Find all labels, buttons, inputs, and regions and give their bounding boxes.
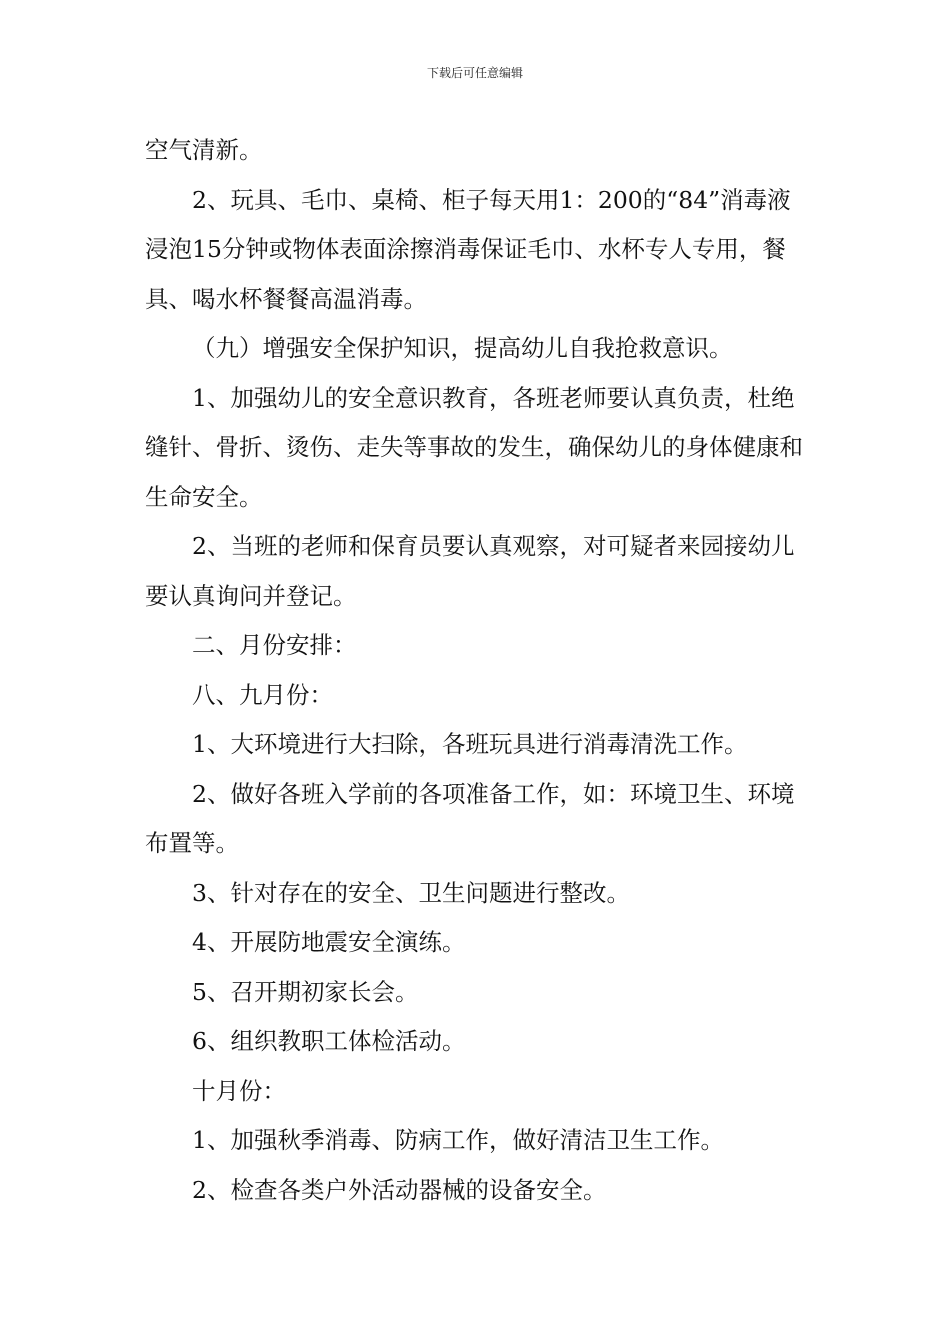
paragraph-16: 2、检查各类户外活动器械的设备安全。 — [192, 1175, 607, 1204]
paragraph-3: （九）增强安全保护知识，提高幼儿自我抢救意识。 — [192, 334, 733, 362]
paragraph-15: 1、加强秋季消毒、防病工作，做好清洁卫生工作。 — [192, 1126, 724, 1154]
paragraph-14: 十月份： — [192, 1076, 286, 1105]
paragraph-10: 3、针对存在的安全、卫生问题进行整改。 — [192, 878, 630, 907]
paragraph-13: 6、组织教职工体检活动。 — [192, 1027, 466, 1055]
paragraph-2: 2、玩具、毛巾、桌椅、柜子每天用1：200的“84”消毒液浸泡15分钟或物体表面涂擦消毒保证毛巾、水杯专人专用，餐具、喝水杯餐餐高温消毒。 — [145, 185, 791, 313]
paragraph-5: 2、当班的老师和保育员要认真观察，对可疑者来园接幼儿要认真询问并登记。 — [145, 532, 795, 610]
paragraph-6: 二、月份安排： — [192, 631, 357, 659]
paragraph-8: 1、大环境进行大扫除，各班玩具进行消毒清洗工作。 — [192, 730, 748, 758]
paragraph-4: 1、加强幼儿的安全意识教育，各班老师要认真负责，杜绝缝针、骨折、烫伤、走失等事故的发生，确保幼儿的身体健康和生命安全。 — [145, 383, 803, 511]
paragraph-12: 5、召开期初家长会。 — [192, 977, 419, 1006]
paragraph-1: 空气清新。 — [145, 136, 263, 164]
document-body — [145, 126, 810, 1215]
paragraph-11: 4、开展防地震安全演练。 — [192, 928, 466, 956]
page-header: 下载后可任意编辑 — [426, 66, 523, 80]
paragraph-7: 八、九月份： — [192, 680, 333, 709]
paragraph-9: 2、做好各班入学前的各项准备工作，如：环境卫生、环境布置等。 — [145, 779, 795, 857]
